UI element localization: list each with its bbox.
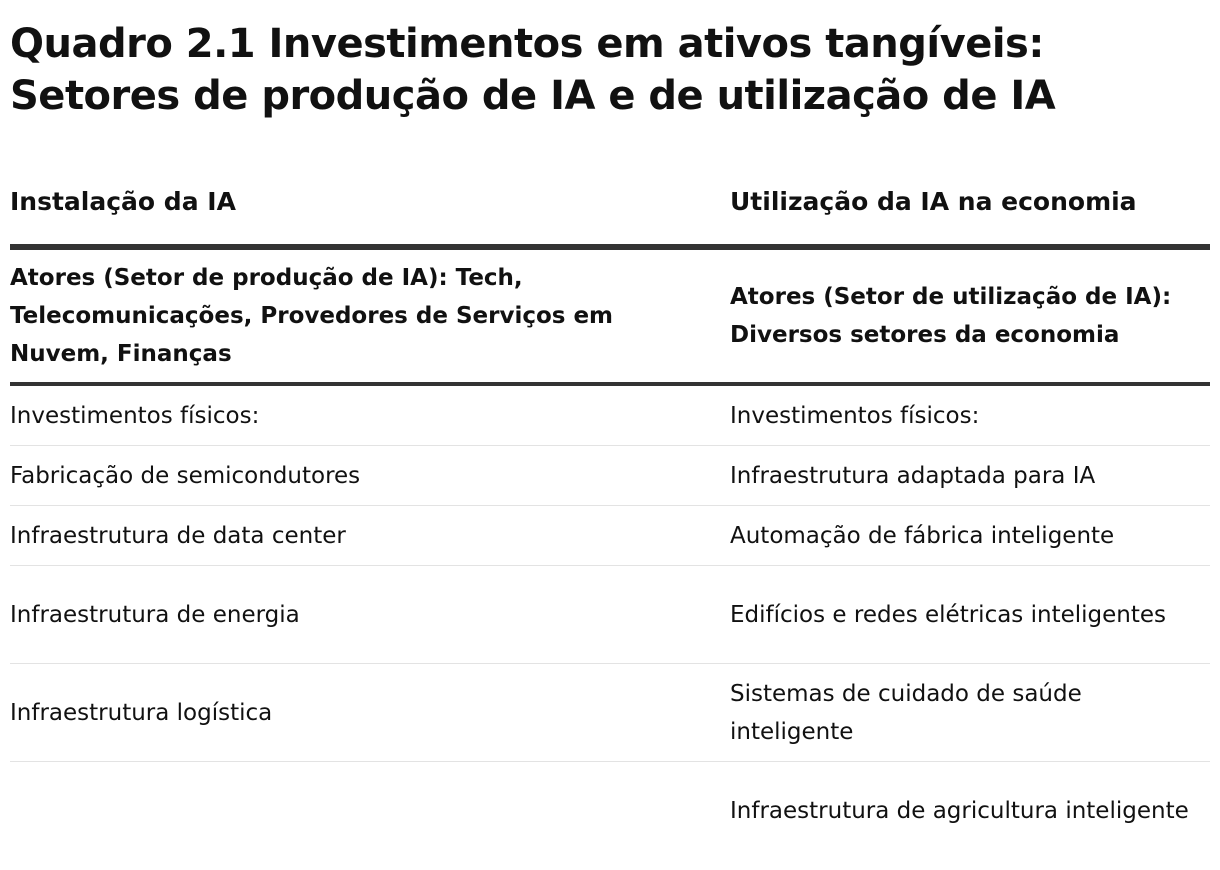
table-cell: Infraestrutura de agricultura inteligente (730, 797, 1189, 824)
table-cell: Infraestrutura logística (10, 664, 730, 762)
table-cell (10, 762, 730, 860)
column-header-utilization: Utilização da IA na economia (730, 162, 1210, 247)
table-cell: Edifícios e redes elétricas inteligentes (730, 566, 1210, 664)
table-cell: Automação de fábrica inteligente (730, 506, 1210, 566)
table-row (10, 664, 1210, 762)
actors-production-sector: Atores (Setor de produção de IA): Tech, Telecomunicações, Provedores de Serviços em Nuvem, Finanças (10, 247, 730, 384)
table-row (10, 384, 1210, 446)
page-title: Quadro 2.1 Investimentos em ativos tangíveis: Setores de produção de IA e de utilização de IA (10, 21, 1056, 119)
table-row (10, 566, 1210, 664)
actors-utilization-sector: Atores (Setor de utilização de IA): Diversos setores da economia (730, 247, 1210, 384)
actors-row (10, 247, 1210, 384)
column-header-installation: Instalação da IA (10, 162, 730, 247)
table-cell: Infraestrutura adaptada para IA (730, 446, 1210, 506)
table-header-row (10, 162, 1210, 247)
table-cell: Sistemas de cuidado de saúde inteligente (730, 664, 1210, 762)
table-cell: Investimentos físicos: (10, 384, 730, 446)
table-row (10, 506, 1210, 566)
table-cell: Infraestrutura de data center (10, 506, 730, 566)
document-page (10, 0, 1210, 859)
table-cell: Fabricação de semicondutores (10, 446, 730, 506)
table-cell: Investimentos físicos: (730, 384, 1210, 446)
table-cell: Infraestrutura de energia (10, 566, 730, 664)
comparison-table (10, 162, 1210, 859)
table-row (10, 762, 1210, 860)
table-row (10, 446, 1210, 506)
